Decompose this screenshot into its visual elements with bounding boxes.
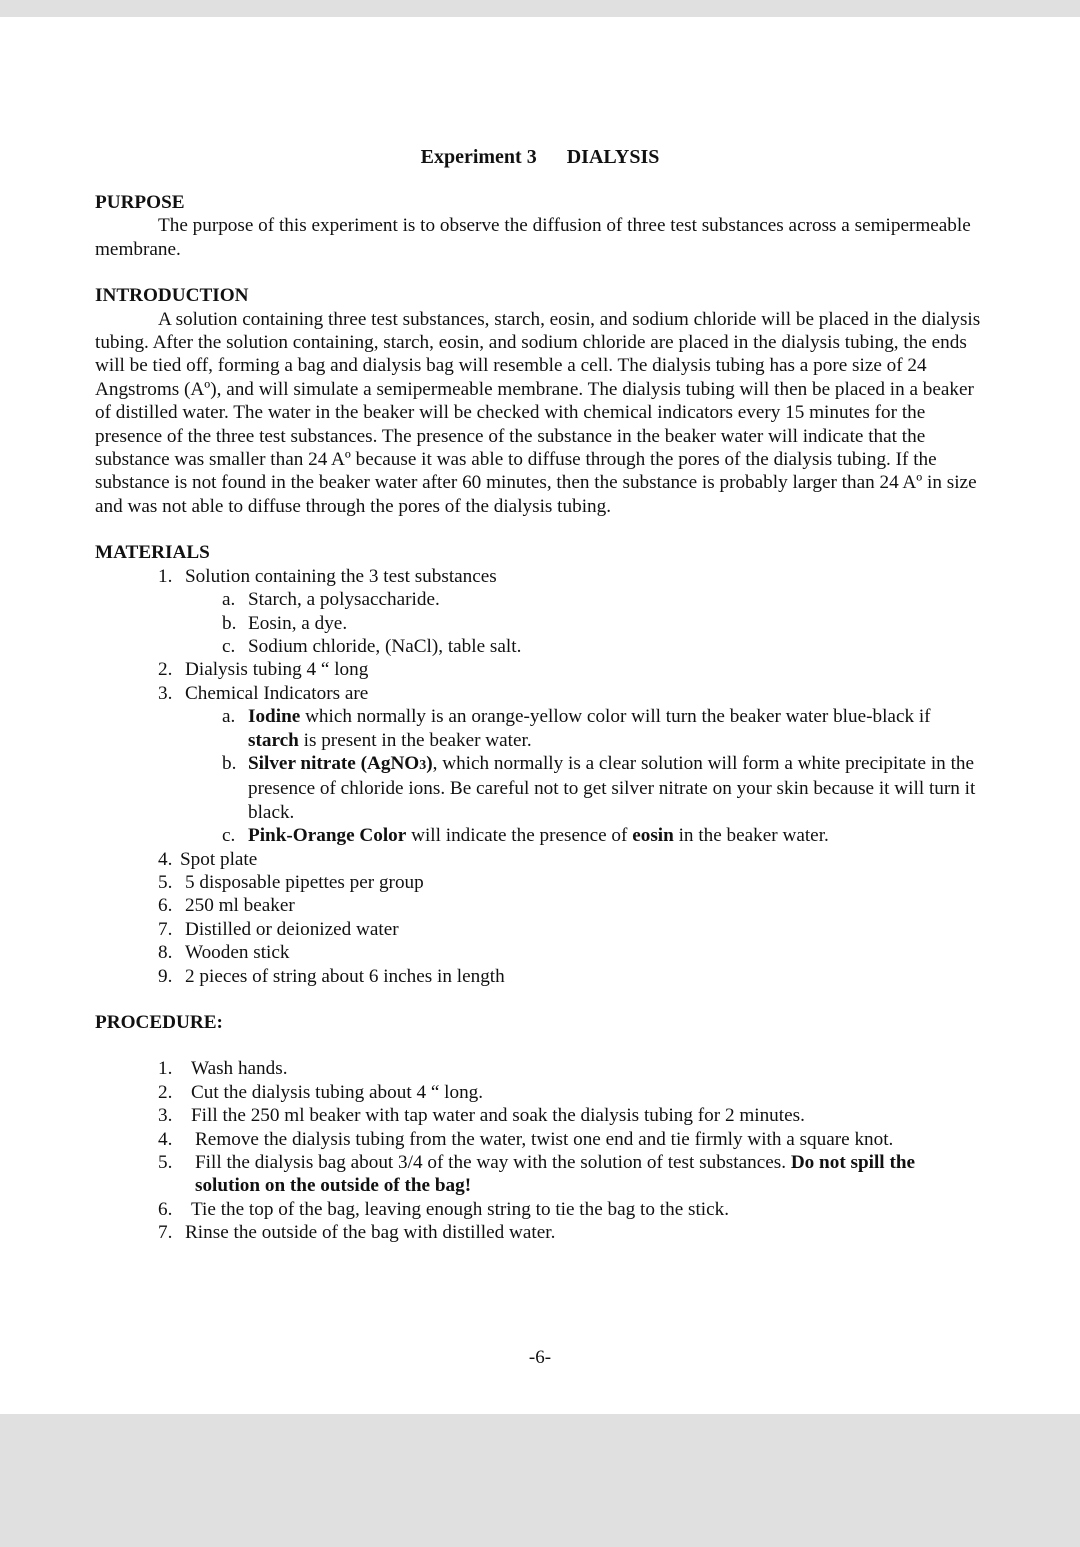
materials-item: 7. Distilled or deionized water — [158, 918, 399, 940]
procedure-step: 5. Fill the dialysis bag about 3/4 of the way with the solution of test substances. Do not spill the solution on the outside of the bag! — [158, 1152, 916, 1197]
procedure-step: 7. Rinse the outside of the bag with distilled water. — [158, 1222, 556, 1244]
procedure-step: 6. Tie the top of the bag, leaving enough string to tie the bag to the stick. — [158, 1198, 730, 1220]
page-title — [0, 145, 1080, 169]
materials-item: 5. 5 disposable pipettes per group — [158, 871, 424, 893]
procedure-heading: PROCEDURE: — [95, 1012, 223, 1033]
materials-item: 6. 250 ml beaker — [158, 895, 295, 917]
experiment-name: DIALYSIS — [566, 146, 660, 168]
materials-item: 8. Wooden stick — [158, 942, 290, 964]
document-page — [0, 17, 1080, 1414]
document-body — [95, 191, 985, 1245]
procedure-step: 1. Wash hands. — [158, 1058, 288, 1080]
materials-item: 2. Dialysis tubing 4 “ long — [158, 659, 369, 681]
materials-item: 3. Chemical Indicators are — [158, 682, 369, 704]
materials-subitem: a. Starch, a polysaccharide. — [222, 589, 440, 611]
materials-item: 4. Spot plate — [158, 848, 258, 870]
indicator-silver-nitrate: b. Silver nitrate (AgNO3), which normally is a clear solution will form a white precipitate in the presence of chloride ions. Be careful not to get silver nitrate on your skin because it will turn it black. — [222, 752, 976, 823]
experiment-label: Experiment 3 — [420, 146, 537, 168]
materials-heading: MATERIALS — [95, 542, 210, 564]
purpose-text: The purpose of this experiment is to observe the diffusion of three test substances across a semipermeable membrane. — [95, 215, 971, 260]
purpose-heading: PURPOSE — [95, 192, 185, 213]
page-number: -6- — [528, 1347, 552, 1368]
indicator-iodine: a. Iodine which normally is an orange-yellow color will turn the beaker water blue-black if starch is present in the beaker water. — [222, 706, 931, 751]
materials-subitem: b. Eosin, a dye. — [222, 612, 348, 634]
procedure-step: 3. Fill the 250 ml beaker with tap water and soak the dialysis tubing for 2 minutes. — [158, 1105, 805, 1127]
materials-item: 9. 2 pieces of string about 6 inches in length — [158, 965, 505, 987]
introduction-heading: INTRODUCTION — [95, 285, 249, 307]
procedure-step: 2. Cut the dialysis tubing about 4 “ long. — [158, 1081, 484, 1103]
introduction-text: A solution containing three test substances, starch, eosin, and sodium chloride will be placed in the dialysis tubing. After the solution containing, starch, eosin, and sodium chloride are placed in the dialysis tubing, the ends will be tied off, forming a bag and dialysis bag will resemble a cell. The dialysis tubing has a pore size of 24 Angstroms (Aº), and will simulate a semipermeable membrane. The dialysis tubing will then be placed in a beaker of distilled water. The water in the beaker will be checked with chemical indicators every 15 minutes for the presence of the three test substances. The presence of the substance in the beaker water will indicate that the substance was smaller than 24 Aº because it was able to diffuse through the pores of the dialysis tubing. If the substance is not found in the beaker water after 60 minutes, then the substance is probably larger than 24 Aº in size and was not able to diffuse through the pores of the dialysis tubing. — [95, 308, 981, 517]
indicator-eosin: c. Pink-Orange Color will indicate the presence of eosin in the beaker water. — [222, 825, 829, 847]
procedure-step: 4. Remove the dialysis tubing from the water, twist one end and tie firmly with a square knot. — [158, 1128, 894, 1150]
materials-item: 1. Solution containing the 3 test substances — [158, 565, 497, 587]
materials-subitem: c. Sodium chloride, (NaCl), table salt. — [222, 635, 522, 657]
